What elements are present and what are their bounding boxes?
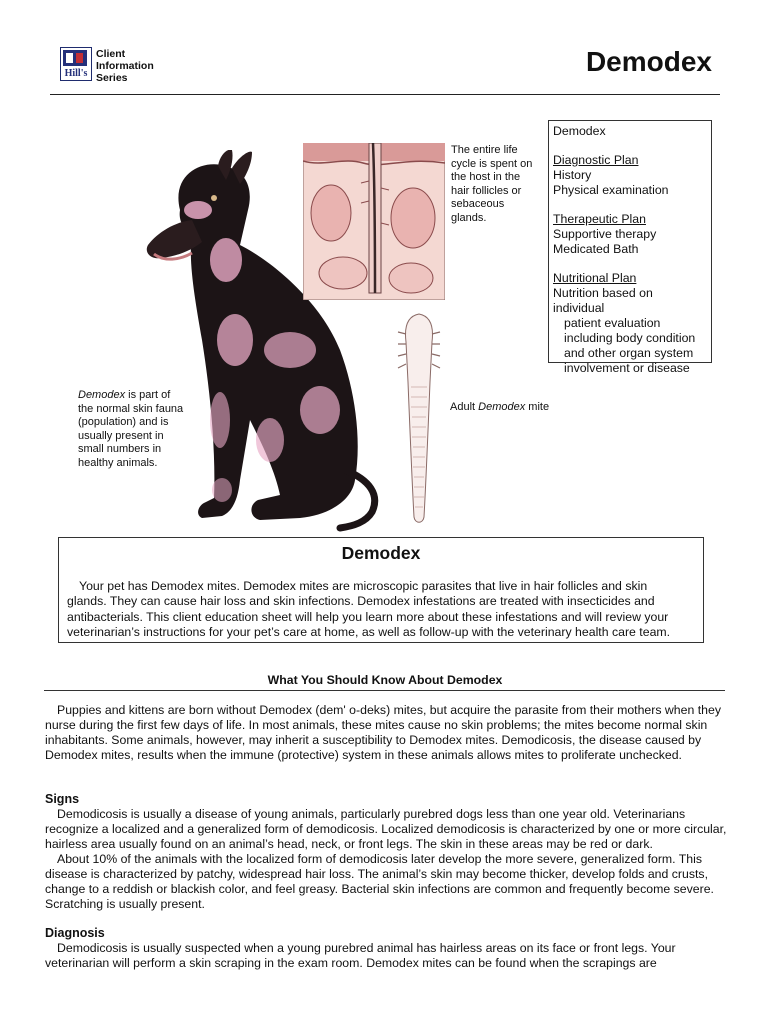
nutritional-line: involvement or disease bbox=[564, 361, 690, 375]
normal-fauna-callout bbox=[78, 389, 186, 470]
series-line: Client bbox=[96, 48, 126, 60]
signs-heading: Signs bbox=[45, 792, 80, 806]
paragraph-generalized: About 10% of the animals with the localized form of demodicosis later develop the more severe, generalized form. This disease is characterized by patchy, widespread hair loss. The animal’s skin may become thicker, develop folds and crusts, change to a reddish or blackish color, and feel greasy. Bacterial skin infections are common and frequently become severe. Scratching is usually present. bbox=[45, 852, 714, 911]
demodex-term: Demodex bbox=[78, 389, 126, 401]
intro-box bbox=[58, 537, 704, 643]
diagnosis-heading: Diagnosis bbox=[45, 926, 105, 940]
page-title: Demodex bbox=[585, 46, 712, 77]
hills-logo-text: Hill's bbox=[64, 68, 88, 79]
paragraph-signs: Demodicosis is usually a disease of young animals, particularly purebred dogs less than one year old. Veterinarians recognize a localized and a generalized form of demodicosis. Localized demodicosis is characterized by one or more circular, hairless area usually found on an animal’s head, neck, or front legs. The skin in these areas may be red or dark. bbox=[45, 807, 727, 851]
section-divider bbox=[44, 690, 725, 691]
diagnostic-item: History bbox=[553, 168, 592, 182]
therapeutic-item: Supportive therapy bbox=[553, 227, 657, 241]
paragraph-overview: Puppies and kittens are born without Demodex (dem' o-deks) mites, but acquire the parasite from their mothers when they nurse during the first few days of life. In most animals, these mites cause no skin problems; the mites become normal skin inhabitants. Some animals, however, may inherit a susceptibility to Demodex mites. Demodicosis, the disease caused by Demodex mites, results when the immune (protective) system in these animals allows mites to proliferate unchecked. bbox=[45, 703, 721, 762]
diagnostic-item: Physical examination bbox=[553, 183, 669, 197]
therapeutic-item: Medicated Bath bbox=[553, 242, 639, 256]
demodex-mite-illustration bbox=[396, 312, 442, 528]
nutritional-line: and other organ system bbox=[564, 346, 694, 360]
intro-title: Demodex bbox=[341, 543, 421, 563]
therapeutic-plan-heading: Therapeutic Plan bbox=[553, 212, 646, 226]
intro-text: Your pet has Demodex mites. Demodex mites are microscopic parasites that live in hair follicles and skin glands. They can cause hair loss and skin infections. Demodex infestations are treated with insecticides and antibacterials. This client education sheet will help you learn more about these infestations and will review your veterinarian’s instructions for your pet’s care at home, as well as follow-up with the veterinary health care team. bbox=[67, 579, 671, 639]
adult-mite-callout bbox=[450, 401, 550, 415]
series-label bbox=[96, 48, 154, 84]
header-divider bbox=[50, 94, 720, 95]
plan-summary-box bbox=[548, 120, 712, 375]
life-cycle-callout: The entire life cycle is spent on the host in the hair follicles or sebaceous glands. bbox=[451, 144, 533, 224]
nutritional-line: Nutrition based on individual bbox=[553, 286, 653, 315]
nutritional-line: patient evaluation bbox=[564, 316, 661, 330]
series-line: Series bbox=[96, 72, 128, 84]
section-heading: What You Should Know About Demodex bbox=[267, 673, 503, 687]
series-line: Information bbox=[96, 60, 154, 72]
follicle-cross-section bbox=[303, 143, 445, 300]
hills-logo bbox=[60, 47, 92, 81]
nutritional-plan-heading: Nutritional Plan bbox=[553, 271, 637, 285]
demodex-term: Demodex bbox=[478, 401, 526, 413]
plan-box-title: Demodex bbox=[553, 124, 606, 138]
normal-fauna-text: is part of the normal skin fauna (population) and is usually present in small numbers in healthy animals. bbox=[78, 389, 184, 469]
nutritional-line: including body condition bbox=[564, 331, 696, 345]
diagnostic-plan-heading: Diagnostic Plan bbox=[553, 153, 639, 167]
adult-suffix: mite bbox=[525, 401, 550, 413]
paragraph-diagnosis: Demodicosis is usually suspected when a young purebred animal has hairless areas on its face or front legs. Your veterinarian will perform a skin scraping in the exam room. Demodex mites can be found when the scrapings are bbox=[45, 941, 676, 970]
hills-logo-mark bbox=[63, 50, 87, 66]
adult-prefix: Adult bbox=[450, 401, 479, 413]
